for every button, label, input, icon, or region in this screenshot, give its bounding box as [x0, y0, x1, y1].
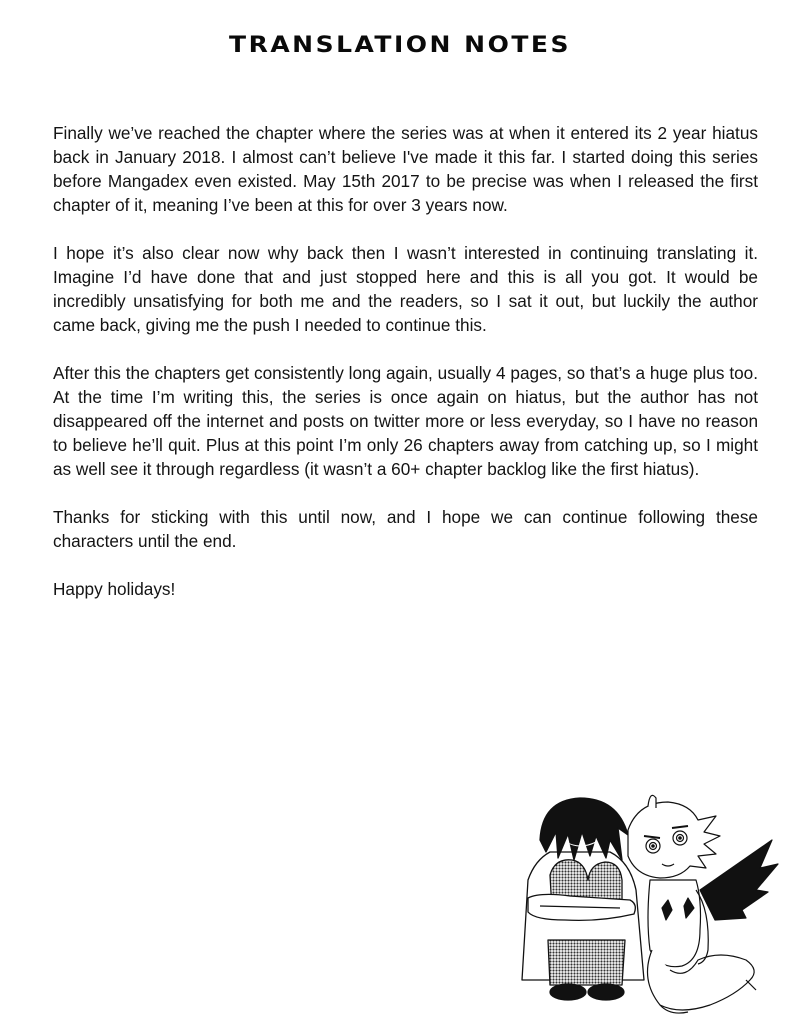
- translation-notes-body: [53, 121, 758, 625]
- notes-paragraph: Thanks for sticking with this until now, and I hope we can continue following these characters until the end.: [53, 507, 758, 551]
- notes-paragraph-closing: Happy holidays!: [53, 579, 176, 599]
- notes-paragraph: Finally we’ve reached the chapter where the series was at when it entered its 2 year hiatus back in January 2018. I almost can’t believe I've made it this far. I started doing this series before Mangadex even existed. May 15th 2017 to be precise was when I released the first chapter of it, meaning I’ve been at this for over 3 years now.: [53, 123, 758, 215]
- manga-characters-illustration: [510, 780, 785, 1020]
- notes-paragraph: I hope it’s also clear now why back then I wasn’t interested in continuing translating it. Imagine I’d have done that and just stopped here and this is all you got. It would be incredibly unsatisfying for both me and the readers, so I sat it out, but luckily the author came back, giving me the push I needed to continue this.: [53, 243, 758, 335]
- dark-haired-character: [522, 798, 644, 1000]
- notes-paragraph: After this the chapters get consistently long again, usually 4 pages, so that’s a huge plus too. At the time I’m writing this, the series is once again on hiatus, but the author has not disappeared off the internet and posts on twitter more or less everyday, so I have no reason to believe he’ll quit. Plus at this point I’m only 26 chapters away from catching up, so I might as well see it through regardless (it wasn’t a 60+ chapter backlog like the first hiatus).: [53, 363, 758, 479]
- page-title: TRANSLATION NOTES: [229, 31, 571, 58]
- winged-demon-girl-character: [628, 795, 778, 1013]
